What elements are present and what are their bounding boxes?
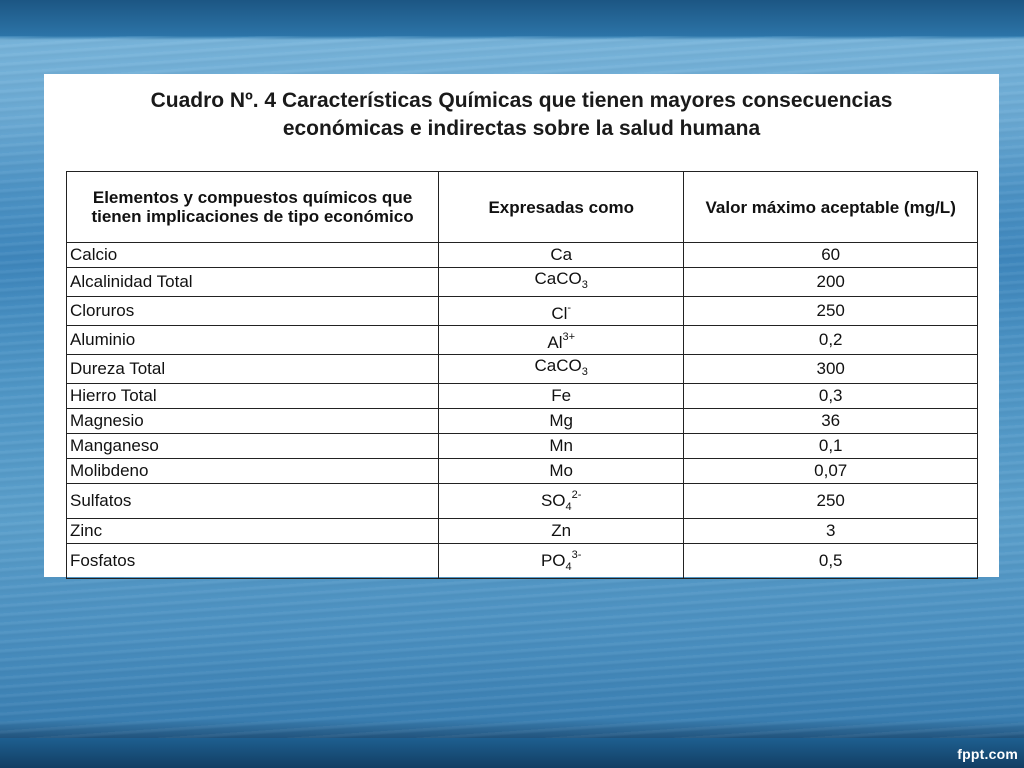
cell-expressed-as: [439, 326, 684, 355]
cell-max-value: 3: [684, 519, 978, 544]
cell-element: Fosfatos: [67, 544, 439, 579]
top-band: [0, 0, 1024, 36]
table-header-row: [67, 172, 978, 243]
table-row: [67, 268, 978, 297]
table-row: [67, 544, 978, 579]
header-max-value: Valor máximo aceptable (mg/L): [684, 172, 978, 243]
formula-subscript: 3: [581, 366, 588, 378]
cell-expressed-as: [439, 519, 684, 544]
table-title: [44, 87, 999, 143]
cell-expressed-as: [439, 459, 684, 484]
formula-base: Al: [547, 333, 563, 352]
cell-expressed-as: [439, 355, 684, 384]
formula-superscript: 2-: [571, 489, 582, 501]
cell-element: Dureza Total: [67, 355, 439, 384]
cell-expressed-as: [439, 297, 684, 326]
cell-max-value: 0,2: [684, 326, 978, 355]
cell-expressed-as: [439, 484, 684, 519]
table-row: [67, 519, 978, 544]
formula-superscript: -: [567, 302, 572, 314]
cell-max-value: 0,07: [684, 459, 978, 484]
table-row: [67, 484, 978, 519]
cell-element: Hierro Total: [67, 384, 439, 409]
formula-base: PO: [540, 551, 566, 570]
table-title-line-2: económicas e indirectas sobre la salud humana: [282, 117, 761, 140]
cell-max-value: 0,3: [684, 384, 978, 409]
header-expressed-as: Expresadas como: [439, 172, 684, 243]
table-row: [67, 459, 978, 484]
cell-expressed-as: [439, 384, 684, 409]
cell-max-value: 250: [684, 297, 978, 326]
cell-element: Magnesio: [67, 409, 439, 434]
cell-element: Manganeso: [67, 434, 439, 459]
content-panel: [44, 74, 999, 577]
cell-max-value: 60: [684, 243, 978, 268]
formula-base: Zn: [551, 521, 572, 540]
formula-subscript: 4: [565, 561, 572, 573]
formula-subscript: 3: [581, 279, 588, 291]
cell-max-value: 300: [684, 355, 978, 384]
formula-base: Mg: [549, 411, 574, 430]
cell-max-value: 200: [684, 268, 978, 297]
table-row: [67, 434, 978, 459]
formula-base: CaCO: [534, 356, 582, 375]
formula-superscript: 3-: [571, 549, 582, 561]
formula-base: SO: [540, 491, 566, 510]
cell-max-value: 36: [684, 409, 978, 434]
formula-subscript: 4: [565, 501, 572, 513]
table-row: [67, 355, 978, 384]
cell-expressed-as: [439, 268, 684, 297]
cell-element: Aluminio: [67, 326, 439, 355]
cell-expressed-as: [439, 544, 684, 579]
cell-element: Sulfatos: [67, 484, 439, 519]
formula-base: Mo: [549, 461, 574, 480]
cell-element: Alcalinidad Total: [67, 268, 439, 297]
cell-max-value: 0,5: [684, 544, 978, 579]
chemical-table: [66, 171, 978, 579]
cell-element: Molibdeno: [67, 459, 439, 484]
cell-element: Cloruros: [67, 297, 439, 326]
formula-base: CaCO: [534, 269, 582, 288]
cell-element: Calcio: [67, 243, 439, 268]
cell-expressed-as: [439, 409, 684, 434]
formula-superscript: 3+: [562, 331, 576, 343]
table-title-line-1: Cuadro Nº. 4 Características Químicas que tienen mayores consecuencias: [150, 89, 893, 112]
formula-base: Cl: [551, 304, 568, 323]
cell-expressed-as: [439, 243, 684, 268]
brand-label: fppt.com: [957, 746, 1018, 762]
bottom-band: [0, 738, 1024, 768]
cell-element: Zinc: [67, 519, 439, 544]
cell-max-value: 0,1: [684, 434, 978, 459]
table-row: [67, 409, 978, 434]
cell-max-value: 250: [684, 484, 978, 519]
table-row: [67, 297, 978, 326]
formula-base: Ca: [550, 245, 573, 264]
table-body: [67, 243, 978, 579]
formula-base: Mn: [549, 436, 574, 455]
header-elements: Elementos y compuestos químicos que tienen implicaciones de tipo económico: [67, 172, 439, 243]
table-row: [67, 384, 978, 409]
cell-expressed-as: [439, 434, 684, 459]
table-row: [67, 326, 978, 355]
formula-base: Fe: [551, 386, 572, 405]
table-row: [67, 243, 978, 268]
